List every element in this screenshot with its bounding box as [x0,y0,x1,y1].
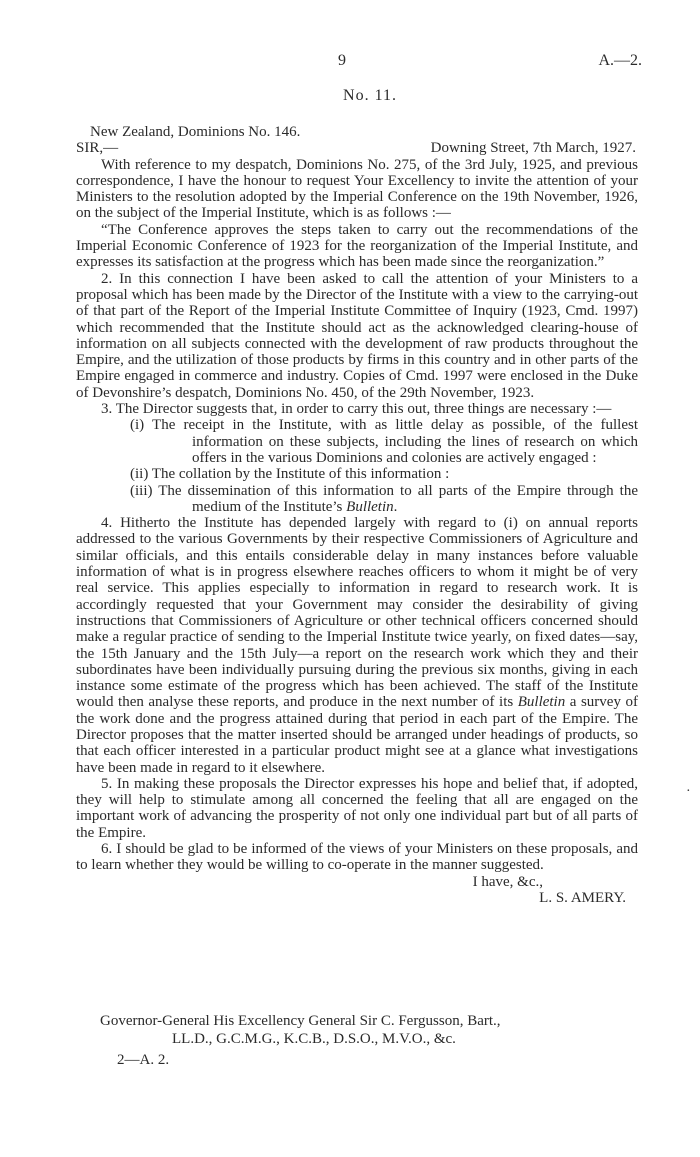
salutation-row [76,140,638,156]
list-item-2: (ii) The collation by the Institute of this information : [130,466,450,483]
margin-mark: · [686,784,691,799]
closing-formula: I have, &c., [472,873,543,890]
bulletin-title: Bulletin [346,498,394,515]
paragraph-5: 5. In making these proposals the Director expresses his hope and belief that, if adopted, they will help to stimulate among all concerned the feeling that all are engaged on the important work of advancing the prosperity of not only one individual part but of all parts of the Empire. [76,775,638,841]
addressee-block [100,1012,580,1048]
dispatch-heading: New Zealand, Dominions No. 146. [90,124,301,140]
resolution-quote: “The Conference approves the steps taken to carry out the recommendations of the Imperial Economic Conference of 1923 for the reorganization of the Imperial Institute, and expresses its satisfaction at the progress which has been made since the reorganization.” [76,221,638,271]
paragraph-6: 6. I should be glad to be informed of the views of your Ministers on these proposals, and to learn whether they would be willing to co-operate in the manner suggested. [76,841,638,874]
series-reference: A.—2. [598,52,642,69]
paragraph-4: 4. Hitherto the Institute has depended largely with regard to (i) on annual reports addressed to the various Governments by their respective Commissioners of Agriculture and similar officials, and this entails considerable delay in many instances before valuable information of what is in progress elsewhere reaches officers to whom it might be of very real service. This applies especially to information in regard to research work. It is accordingly requested that your Government may consider the desirability of giving instructions that Commissioners of Agriculture or other technical officers concerned should make a regular practice of sending to the Imperial Institute twice yearly, on fixed dates—say, the 15th January and the 15th July—a report on the research work which they and their subordinates have been individually pursuing during the previous six months, giving in each instance some estimate of the progress which has been achieved. The staff of the Institute would then analyse these reports, and produce in the next number of its Bulletin a survey of the work done and the progress attained during that period in each part of the Empire. The Director proposes that the matter inserted should be arranged under headings of products, so that each officer interested in a particular product might see at a glance what investigations have been made in regard to it elsewhere. [76,515,638,776]
paragraph-3: 3. The Director suggests that, in order to carry this out, three things are necessary :— [101,401,612,418]
page-number: 9 [338,52,346,69]
dateline: Downing Street, 7th March, 1927. [430,140,636,157]
signature: L. S. AMERY. [539,889,626,906]
document-number: No. 11. [343,87,397,104]
salutation: SIR,— [76,140,119,157]
paragraph-2: 2. In this connection I have been asked to call the attention of your Ministers to a proposal which has been made by the Director of the Institute with a view to the carrying-out of that part of the Report of the Imperial Institute Committee of Inquiry (1923, Cmd. 1997) which recommended that the Institute should act as the acknowledged clearing-house of information on all subjects connected with the development of raw products throughout the Empire, and the utilization of those products by firms in this country and in other parts of the Empire engaged in commerce and industry. Copies of Cmd. 1997 were enclosed in the Duke of Devonshire’s despatch, Dominions No. 450, of the 29th November, 1923. [76,270,638,401]
list-item-1: (i) The receipt in the Institute, with as little delay as possible, of the fullest information on these subjects, including the lines of research on which offers in the various Dominions and colonies are actively engaged : [130,417,638,466]
addressee-line-2: LL.D., G.C.M.G., K.C.B., D.S.O., M.V.O., &c. [172,1031,456,1047]
addressee-line-1: Governor-General His Excellency General Sir C. Fergusson, Bart., [100,1013,501,1029]
printer-signature-mark: 2—A. 2. [117,1052,170,1068]
list-item-3: (iii) The dissemination of this information to all parts of the Empire through the medium of the Institute’s Bulletin. [130,482,638,515]
document-body [76,124,638,906]
paragraph-1: With reference to my despatch, Dominions No. 275, of the 3rd July, 1925, and previous correspondence, I have the honour to request Your Excellency to invite the attention of your Ministers to the resolution adopted by the Imperial Conference on the 19th November, 1926, on the subject of the Imperial Institute, which is as follows :— [76,156,638,222]
bulletin-title: Bulletin [517,694,566,711]
